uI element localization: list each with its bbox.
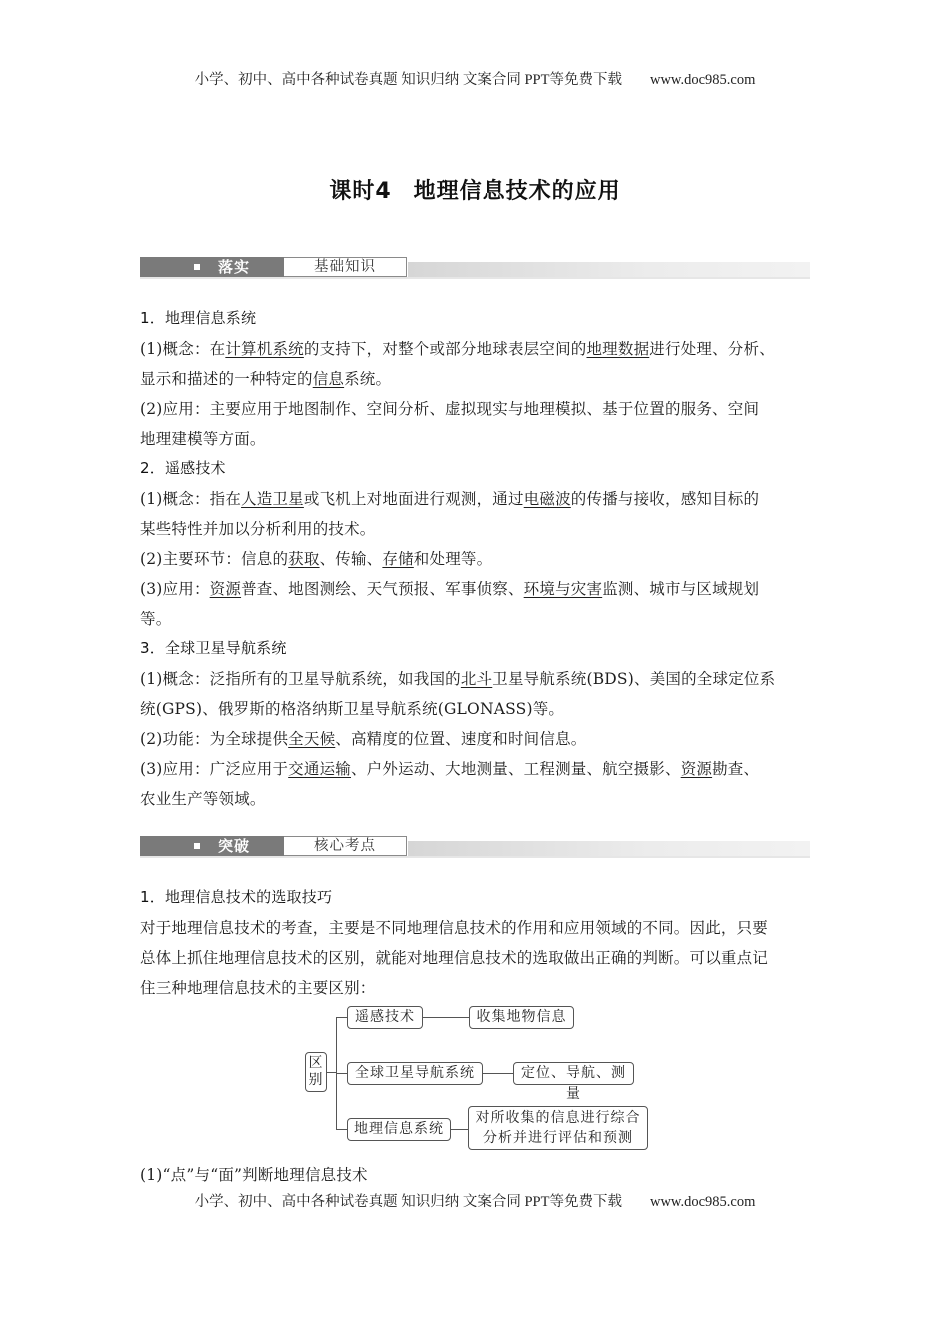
section-bar-gradient [408, 841, 810, 856]
key-term: 北斗 [460, 670, 493, 688]
text-run: 监测、城市与区域规划 [602, 580, 760, 598]
paragraph-line [140, 427, 266, 449]
text-run: 卫星导航系统(BDS)、美国的全球定位系 [492, 670, 776, 688]
diagram-function-line: 分析并进行评估和预测 [483, 1130, 633, 1146]
text-run: (2)应用：主要应用于地图制作、空间分析、虚拟现实与地理模拟、基于位置的服务、空间 [140, 400, 760, 418]
lesson-number: 课时4 [329, 179, 392, 204]
diagram-root-char: 区 [308, 1055, 324, 1071]
text-run: (2)主要环节：信息的 [140, 550, 289, 568]
text-run: 勘查、 [712, 760, 760, 778]
text-run: 住三种地理信息技术的主要区别： [140, 979, 376, 997]
text-run: (3)应用：广泛应用于 [140, 760, 289, 778]
section-bar-core [140, 836, 810, 860]
diagram-tech-gnss: 全球卫星导航系统 [347, 1062, 483, 1085]
section-tag-label: 突破 [218, 837, 251, 855]
paragraph-line [140, 607, 171, 629]
text-run: 、高精度的位置、速度和时间信息。 [335, 730, 587, 748]
item-heading: 1．地理信息系统 [140, 309, 257, 327]
key-term: 资源 [209, 580, 242, 598]
text-run: 农业生产等领域。 [140, 790, 266, 808]
paragraph-line [140, 577, 759, 599]
section-bar-gradient [408, 262, 810, 277]
text-run: 或飞机上对地面进行观测，通过 [303, 490, 524, 508]
text-run: 、传输、 [319, 550, 383, 568]
text-run: 对于地理信息技术的考查，主要是不同地理信息技术的作用和应用领域的不同。因此，只要 [140, 919, 769, 937]
item-heading: 1．地理信息技术的选取技巧 [140, 888, 333, 906]
text-run: 系统。 [344, 370, 392, 388]
text-run: 总体上抓住地理信息技术的区别，就能对地理信息技术的选取做出正确的判断。可以重点记 [140, 949, 769, 967]
paragraph-line [140, 697, 564, 719]
diagram-function-remote-sensing: 收集地物信息 [469, 1006, 574, 1029]
text-run: (1)概念：在 [140, 340, 226, 358]
paragraph-line [140, 547, 492, 569]
diagram-root-box [305, 1052, 327, 1092]
header-text: 小学、初中、高中各种试卷真题 知识归纳 文案合同 PPT等免费下载 [194, 72, 622, 88]
text-run: (1)概念：泛指所有的卫星导航系统，如我国的 [140, 670, 461, 688]
paragraph-line [140, 517, 376, 539]
subheading-point-area: (1)“点”与“面”判断地理信息技术 [140, 1166, 368, 1184]
paragraph-line [140, 976, 376, 998]
paragraph-line [140, 727, 586, 749]
key-term: 环境与灾害 [523, 580, 603, 598]
paragraph-line [140, 787, 266, 809]
page-title [0, 174, 950, 205]
key-term: 资源 [680, 760, 713, 778]
diagram-root-char: 别 [308, 1072, 324, 1088]
paragraph-line [140, 397, 759, 419]
text-run: (1)概念：指在 [140, 490, 242, 508]
square-bullet-icon [194, 843, 200, 849]
key-term: 全天候 [288, 730, 336, 748]
text-run: 和处理等。 [413, 550, 493, 568]
page-header [0, 68, 950, 89]
text-run: 某些特性并加以分析利用的技术。 [140, 520, 376, 538]
section-bar-rule [140, 277, 810, 279]
key-term: 电磁波 [523, 490, 571, 508]
section-label: 核心考点 [284, 836, 407, 856]
item-heading: 2．遥感技术 [140, 459, 226, 477]
text-run: 进行处理、分析、 [649, 340, 775, 358]
text-run: 显示和描述的一种特定的 [140, 370, 313, 388]
paragraph-line [140, 667, 775, 689]
section-tag-label: 落实 [218, 258, 251, 276]
text-run: 的传播与接收，感知目标的 [570, 490, 760, 508]
paragraph-line [140, 367, 391, 389]
text-run: 普查、地图测绘、天气预报、军事侦察、 [241, 580, 524, 598]
diagram-function-gnss: 定位、导航、测量 [513, 1062, 634, 1085]
paragraph-line [140, 916, 768, 938]
connector-line [483, 1073, 513, 1074]
text-run: (3)应用： [140, 580, 210, 598]
text-run: 等。 [140, 610, 172, 628]
key-term: 存储 [382, 550, 414, 568]
section-bar-basics [140, 257, 810, 281]
key-term: 地理数据 [586, 340, 650, 358]
text-run: 、户外运动、大地测量、工程测量、航空摄影、 [350, 760, 681, 778]
paragraph-line [140, 337, 775, 359]
text-run: 地理建模等方面。 [140, 430, 266, 448]
key-term: 信息 [312, 370, 345, 388]
square-bullet-icon [194, 264, 200, 270]
section-bar-rule [140, 856, 810, 858]
text-run: 的支持下，对整个或部分地球表层空间的 [303, 340, 587, 358]
key-term: 人造卫星 [241, 490, 304, 508]
item-heading: 3．全球卫星导航系统 [140, 639, 287, 657]
lesson-name: 地理信息技术的应用 [413, 179, 621, 204]
comparison-diagram [300, 1000, 660, 1152]
section-label: 基础知识 [284, 257, 407, 277]
section-tag [140, 836, 284, 856]
key-term: 交通运输 [288, 760, 351, 778]
key-term: 计算机系统 [225, 340, 304, 358]
key-term: 获取 [288, 550, 320, 568]
paragraph-line [140, 757, 759, 779]
diagram-function-gis [468, 1106, 648, 1150]
footer-text: 小学、初中、高中各种试卷真题 知识归纳 文案合同 PPT等免费下载 [194, 1194, 622, 1210]
paragraph-line [140, 946, 768, 968]
connector-line [423, 1017, 469, 1018]
paragraph-line [140, 487, 759, 509]
connector-line [451, 1129, 468, 1130]
diagram-function-line: 对所收集的信息进行综合 [475, 1110, 641, 1126]
header-url: www.doc985.com [649, 72, 756, 88]
text-run: (2)功能：为全球提供 [140, 730, 289, 748]
section-tag [140, 257, 284, 277]
footer-url: www.doc985.com [649, 1194, 756, 1210]
diagram-tech-gis: 地理信息系统 [347, 1118, 451, 1141]
diagram-tech-remote-sensing: 遥感技术 [347, 1006, 423, 1029]
text-run: 统(GPS)、俄罗斯的格洛纳斯卫星导航系统(GLONASS)等。 [140, 700, 565, 718]
page-footer [0, 1190, 950, 1211]
